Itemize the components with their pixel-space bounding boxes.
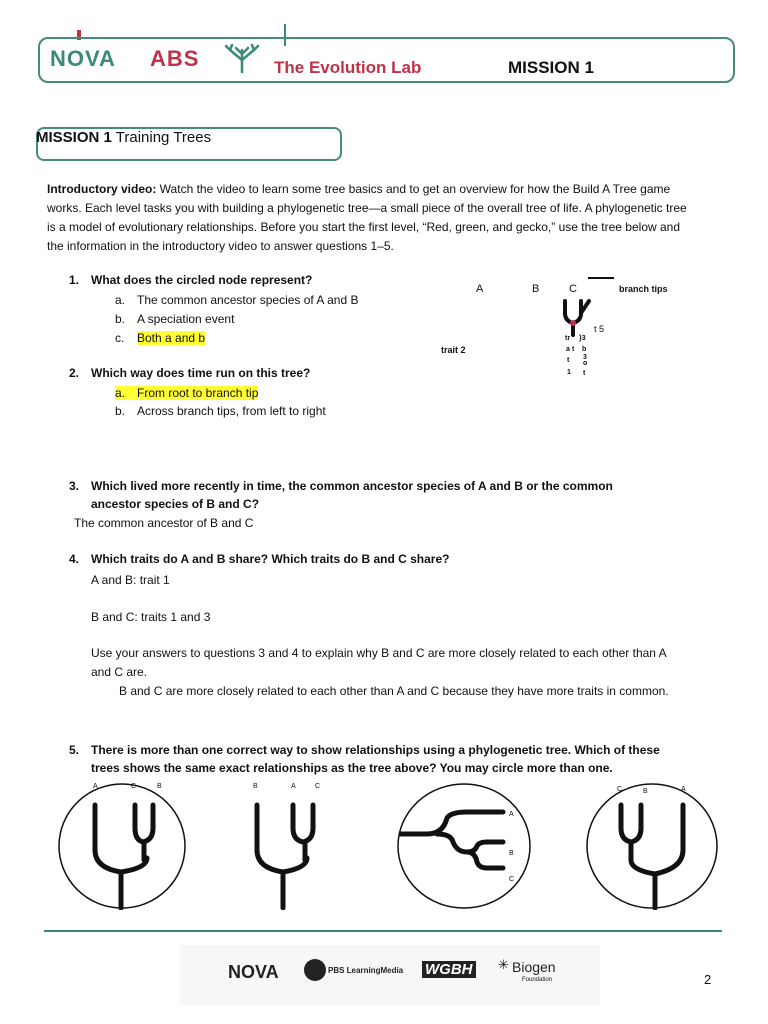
tree-1-label-1: A (93, 783, 98, 790)
footer-biogen-logo: Biogen (512, 959, 556, 975)
biogen-icon: ✳ (498, 957, 509, 972)
small-tree-diagram (555, 295, 615, 380)
svg-text:b: b (582, 346, 587, 353)
tree-2-label-1: B (253, 783, 258, 790)
footer-logo-strip (180, 945, 600, 1005)
svg-text:}3: }3 (579, 335, 586, 342)
q4-prompt-line-1: Use your answers to questions 3 and 4 to explain why B and C are more closely related to each other than A (91, 646, 667, 660)
q1-option-c: c. Both a and b (115, 331, 206, 345)
question-5-line-2: trees shows the same exact relationships as the tree above? You may circle more than one. (91, 761, 613, 775)
question-2: 2. Which way does time run on this tree? (69, 366, 311, 380)
question-3-line-1: 3. Which lived more recently in time, the common ancestor species of A and B or the common (69, 479, 613, 493)
mission-tab-label: MISSION 1 Training Trees (36, 129, 212, 146)
tree-2-label-2: A (291, 783, 296, 790)
footer-biogen-foundation: Foundation (522, 977, 553, 983)
nova-logo: NOVA (50, 46, 116, 71)
circled-node (570, 320, 576, 326)
tree-option-3 (397, 782, 532, 912)
trait-2-label: trait 2 (441, 345, 466, 355)
footer-rule (44, 930, 722, 932)
footer-wgbh-logo: WGBH (422, 961, 476, 978)
svg-text:a: a (566, 346, 570, 353)
highlighted-answer: From root to branch tip (137, 386, 259, 400)
svg-text:3: 3 (583, 354, 587, 361)
page-number: 2 (704, 972, 712, 987)
question-1: 1. What does the circled node represent? (69, 273, 313, 287)
footer-pbs-logo: PBS LearningMedia (328, 966, 404, 975)
tree-3-label-3: C (509, 876, 515, 883)
header-mission: MISSION 1 (508, 58, 594, 77)
tree-1-label-3: B (157, 783, 162, 790)
abs-logo: ABS (150, 46, 200, 71)
branch-tips-line (588, 277, 614, 279)
question-5-line-1: 5. There is more than one correct way to show relationships using a phylogenetic tree. Which of these (69, 743, 660, 757)
pbs-icon (304, 959, 326, 981)
q4-explanation-answer: B and C are more closely related to each other than A and C because they have more traits in common. (119, 684, 669, 698)
tree-4-label-1: C (617, 786, 623, 793)
q3-answer: The common ancestor of B and C (74, 516, 254, 530)
tree-option-4 (585, 780, 720, 910)
intro-paragraph: Introductory video: Watch the video to learn some tree basics and to get an overview for how the Build A Tree game works. Each level tasks you with building a phylogenetic tree—a small piece of the overall tree of life. A phylogenetic tree is a model of evolutionary relationships. Before you start the first level, “Red, green, and gecko,” use the tree below and the information in the introductory video to answer questions 1–5. (47, 182, 687, 253)
tree-4-label-2: B (643, 788, 648, 795)
q2-option-a: a. From root to branch tip (115, 386, 259, 400)
tree-option-1 (57, 780, 187, 910)
trait-5-label: t 5 (594, 324, 605, 334)
q4-answer-bc: B and C: traits 1 and 3 (91, 610, 211, 624)
footer-nova-logo: NOVA (228, 962, 279, 982)
svg-text:t: t (572, 346, 575, 353)
svg-text:t: t (567, 357, 570, 364)
question-4: 4. Which traits do A and B share? Which traits do B and C share? (69, 552, 450, 566)
tree-label-b: B (532, 283, 540, 295)
q1-option-b: b. A speciation event (115, 312, 235, 326)
tree-3-label-1: A (509, 811, 514, 818)
svg-text:o: o (583, 360, 588, 367)
q2-option-b: b. Across branch tips, from left to right (115, 404, 326, 418)
branch-tips-label: branch tips (619, 284, 668, 294)
tree-label-a: A (476, 283, 484, 295)
tree-4-label-3: A (681, 786, 686, 793)
header-title: The Evolution Lab (274, 58, 422, 77)
highlighted-answer: Both a and b (137, 331, 206, 345)
q4-prompt-line-2: and C are. (91, 665, 148, 679)
q1-option-a: a. The common ancestor species of A and B (115, 293, 359, 307)
tree-logo-icon (222, 42, 262, 74)
question-3-line-2: ancestor species of B and C? (91, 497, 260, 511)
svg-text:tr: tr (565, 335, 571, 342)
q4-answer-ab: A and B: trait 1 (91, 573, 170, 587)
tree-3-label-2: B (509, 850, 514, 857)
svg-text:1: 1 (567, 369, 571, 376)
tree-1-label-2: C (131, 783, 137, 790)
svg-text:t: t (583, 370, 586, 377)
tree-label-c: C (569, 283, 577, 295)
tree-option-2 (245, 780, 335, 910)
tree-2-label-3: C (315, 783, 321, 790)
